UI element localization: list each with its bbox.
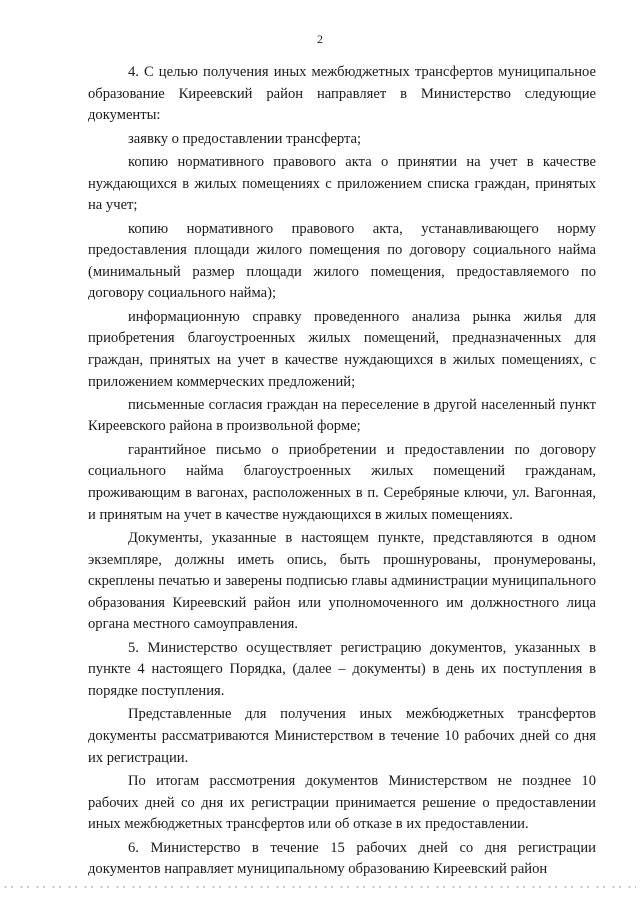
paragraph-guarantee-letter: гарантийное письмо о приобретении и предоставлении по договору социального найма благоустроенных жилых помещений гражданам, проживающим в вагонах, расположенных в п. Серебряные ключи, ул. Вагонная, и принятым на учет в качестве нуждающихся в жилых помещениях. — [88, 441, 596, 523]
page-number: 2 — [317, 32, 323, 46]
paragraph-decision: По итогам рассмотрения документов Министерством не позднее 10 рабочих дней со дня их регистрации принимается решение о предоставлении иных межбюджетных трансфертов или об отказе в их предоставлении. — [88, 772, 596, 833]
paragraph-item-4: 4. С целью получения иных межбюджетных трансфертов муниципальное образование Киреевский район направляет в Министерство следующие документы: — [88, 64, 596, 124]
paragraph-application: заявку о предоставлении трансферта; — [128, 130, 362, 147]
paragraph-document-requirements: Документы, указанные в настоящем пункте, представляются в одном экземпляре, должны иметь опись, быть прошнурованы, пронумерованы, скреплены печатью и заверены подписью главы администрации муниципального образования Киреевский район или уполномоченного им должностного лица органа местного самоуправления. — [88, 530, 596, 633]
paragraph-item-5: 5. Министерство осуществляет регистрацию документов, указанных в пункте 4 настоящего Порядка, (далее – документы) в день их поступления в порядке поступления. — [88, 639, 596, 699]
scan-edge-artifact — [4, 886, 636, 888]
paragraph-review-period: Представленные для получения иных межбюджетных трансфертов документы рассматриваются Министерством в течение 10 рабочих дней со дня их регистрации. — [88, 706, 596, 766]
paragraph-registration-act: копию нормативного правового акта о принятии на учет в качестве нуждающихся в жилых помещениях с приложением списка граждан, принятых на учет; — [88, 153, 596, 214]
paragraph-resettlement-consent: письменные согласия граждан на переселение в другой населенный пункт Киреевского района в произвольной форме; — [88, 396, 596, 435]
paragraph-market-analysis: информационную справку проведенного анализа рынка жилья для приобретения благоустроенных жилых помещений, предназначенных для граждан, принятых на учет в качестве нуждающихся в жилых помещениях, с приложением коммерческих предложений; — [88, 308, 596, 390]
paragraph-item-6: 6. Министерство в течение 15 рабочих дней со дня регистрации документов направляет муниципальному образованию Киреевский район — [88, 839, 596, 878]
document-body — [88, 62, 596, 883]
paragraph-area-norm-act: копию нормативного правового акта, устанавливающего норму предоставления площади жилого помещения по договору социального найма (минимальный размер площади жилого помещения, предоставляемого по договору социального найма); — [88, 220, 596, 302]
